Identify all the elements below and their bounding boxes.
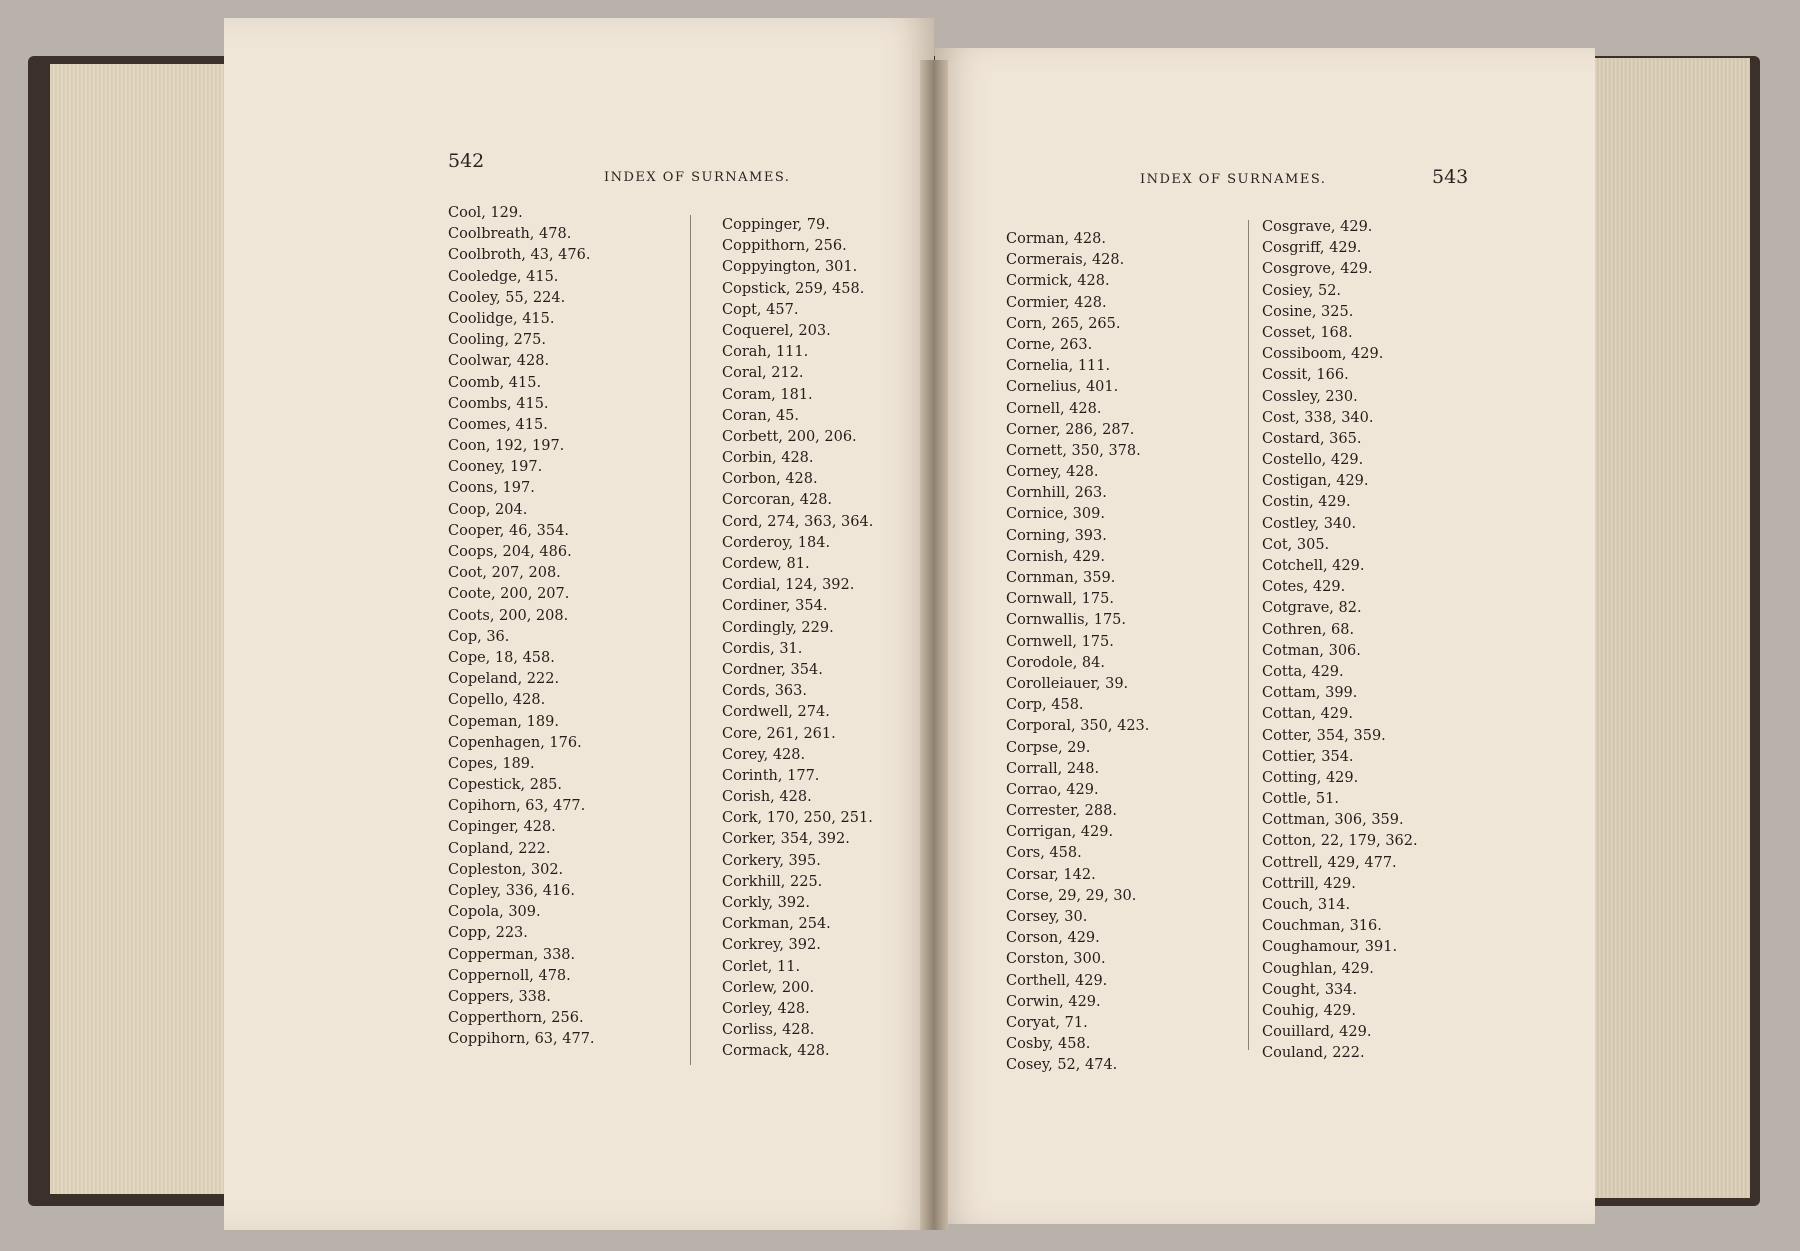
index-entry: Corlet, 11. [722, 958, 801, 975]
index-entry: Cottrell, 429, 477. [1262, 854, 1397, 871]
index-entry: Coots, 200, 208. [448, 607, 569, 624]
index-entry: Couch, 314. [1262, 897, 1351, 913]
index-entry: Correster, 288. [1006, 803, 1117, 820]
index-entry: Cosgrove, 429. [1262, 261, 1373, 278]
index-entry: Cottrill, 429. [1262, 875, 1356, 892]
index-entry: Corodole, 84. [1006, 654, 1105, 671]
index-entry: Cotchell, 429. [1262, 558, 1365, 574]
index-entry: Coral, 212. [722, 365, 804, 382]
left-page-column-2 [722, 215, 873, 1063]
index-entry: Copola, 309. [448, 904, 541, 921]
index-entry: Cooney, 197. [448, 459, 543, 476]
index-entry: Cors, 458. [1006, 845, 1082, 862]
index-entry: Cordwell, 274. [722, 704, 830, 721]
index-entry: Cost, 338, 340. [1262, 409, 1374, 426]
index-entry: Cotton, 22, 179, 362. [1262, 833, 1418, 850]
index-entry: Cope, 18, 458. [448, 649, 555, 666]
right-page-column-2 [1262, 217, 1418, 1065]
index-entry: Corkly, 392. [722, 895, 810, 911]
index-entry: Cossiboom, 429. [1262, 346, 1384, 363]
index-entry: Copihorn, 63, 477. [448, 798, 586, 815]
index-entry: Corse, 29, 29, 30. [1006, 887, 1137, 904]
index-entry: Corbon, 428. [722, 471, 818, 488]
right-column-rule [1248, 220, 1249, 1050]
index-entry: Corwin, 429. [1006, 993, 1101, 1010]
index-entry: Copland, 222. [448, 840, 551, 857]
index-entry: Cords, 363. [722, 683, 807, 700]
index-entry: Couillard, 429. [1262, 1024, 1372, 1041]
index-entry: Corsar, 142. [1006, 866, 1096, 883]
index-entry: Corcoran, 428. [722, 492, 833, 509]
right-page-number: 543 [1432, 166, 1469, 188]
index-entry: Coughlan, 429. [1262, 960, 1374, 977]
index-entry: Cormick, 428. [1006, 273, 1110, 290]
index-entry: Cosey, 52, 474. [1006, 1057, 1118, 1074]
index-entry: Corah, 111. [722, 344, 809, 361]
index-entry: Cooledge, 415. [448, 268, 559, 285]
index-entry: Corliss, 428. [722, 1022, 815, 1039]
index-entry: Corner, 286, 287. [1006, 421, 1135, 438]
index-entry: Costigan, 429. [1262, 473, 1369, 490]
index-entry: Cormack, 428. [722, 1043, 830, 1060]
index-entry: Corrall, 248. [1006, 760, 1100, 777]
index-entry: Corinth, 177. [722, 767, 820, 784]
index-entry: Copt, 457. [722, 301, 799, 318]
index-entry: Corrao, 429. [1006, 781, 1099, 798]
index-entry: Cornwell, 175. [1006, 633, 1114, 650]
index-entry: Coppinger, 79. [722, 217, 830, 233]
index-entry: Copeman, 189. [448, 713, 559, 730]
index-entry: Corkery, 395. [722, 852, 821, 869]
index-entry: Costard, 365. [1262, 430, 1362, 447]
index-entry: Cosine, 325. [1262, 303, 1354, 320]
index-entry: Cool, 129. [448, 205, 523, 221]
index-entry: Copello, 428. [448, 692, 546, 709]
page-edges-right [1580, 58, 1750, 1198]
index-entry: Cossit, 166. [1262, 367, 1349, 384]
index-entry: Cotman, 306. [1262, 642, 1361, 659]
index-entry: Cotter, 354, 359. [1262, 727, 1386, 744]
index-entry: Cot, 305. [1262, 536, 1330, 553]
index-entry: Corey, 428. [722, 746, 806, 763]
index-entry: Coon, 192, 197. [448, 438, 565, 455]
index-entry: Corson, 429. [1006, 930, 1100, 947]
index-entry: Cordew, 81. [722, 556, 810, 572]
index-entry: Coolidge, 415. [448, 310, 555, 327]
index-entry: Copenhagen, 176. [448, 734, 582, 751]
index-entry: Coote, 200, 207. [448, 586, 570, 603]
index-entry: Costley, 340. [1262, 515, 1357, 532]
index-entry: Coops, 204, 486. [448, 544, 572, 560]
index-entry: Cork, 170, 250, 251. [722, 810, 873, 827]
index-entry: Costello, 429. [1262, 452, 1364, 469]
index-entry: Copperman, 338. [448, 946, 576, 963]
index-entry: Copeland, 222. [448, 671, 560, 688]
index-entry: Cordingly, 229. [722, 619, 834, 636]
index-entry: Coughamour, 391. [1262, 939, 1398, 956]
index-entry: Copp, 223. [448, 925, 528, 942]
index-entry: Cornelia, 111. [1006, 358, 1111, 375]
index-entry: Corsey, 30. [1006, 909, 1088, 925]
index-entry: Cornish, 429. [1006, 548, 1106, 565]
index-entry: Couland, 222. [1262, 1045, 1365, 1062]
index-entry: Coppithorn, 256. [722, 238, 847, 255]
index-entry: Copperthorn, 256. [448, 1010, 584, 1027]
index-entry: Corish, 428. [722, 789, 812, 806]
index-entry: Corporal, 350, 423. [1006, 718, 1150, 735]
index-entry: Corrigan, 429. [1006, 824, 1114, 841]
index-entry: Cosgrave, 429. [1262, 219, 1373, 235]
index-entry: Cooley, 55, 224. [448, 289, 566, 306]
index-entry: Coomb, 415. [448, 374, 542, 391]
index-entry: Corpse, 29. [1006, 739, 1091, 756]
index-entry: Cornice, 309. [1006, 506, 1105, 523]
index-entry: Coomes, 415. [448, 416, 548, 433]
index-entry: Corman, 428. [1006, 231, 1106, 247]
index-entry: Corkhill, 225. [722, 873, 823, 890]
index-entry: Cornhill, 263. [1006, 485, 1107, 502]
book-gutter [920, 60, 948, 1230]
index-entry: Copes, 189. [448, 755, 535, 772]
index-entry: Cothren, 68. [1262, 621, 1355, 638]
index-entry: Cosset, 168. [1262, 324, 1353, 341]
index-entry: Cottle, 51. [1262, 791, 1339, 808]
index-entry: Cottam, 399. [1262, 685, 1358, 702]
index-entry: Cotgrave, 82. [1262, 600, 1362, 617]
index-entry: Copstick, 259, 458. [722, 280, 865, 297]
left-column-rule [690, 215, 691, 1065]
index-entry: Coolwar, 428. [448, 353, 550, 370]
index-entry: Cooling, 275. [448, 332, 546, 349]
index-entry: Coolbreath, 478. [448, 226, 572, 243]
index-entry: Coolbroth, 43, 476. [448, 247, 591, 264]
index-entry: Copestick, 285. [448, 777, 563, 794]
index-entry: Cornman, 359. [1006, 570, 1116, 586]
index-entry: Cormier, 428. [1006, 294, 1107, 311]
index-entry: Cotes, 429. [1262, 579, 1346, 596]
left-page-header: INDEX OF SURNAMES. [604, 170, 791, 185]
index-entry: Costin, 429. [1262, 494, 1351, 511]
index-entry: Corkman, 254. [722, 916, 831, 933]
index-entry: Cordis, 31. [722, 640, 803, 657]
index-entry: Coombs, 415. [448, 395, 549, 412]
index-entry: Cormerais, 428. [1006, 252, 1125, 269]
index-entry: Coop, 204. [448, 501, 528, 518]
index-entry: Cought, 334. [1262, 981, 1358, 998]
index-entry: Coquerel, 203. [722, 322, 831, 339]
index-entry: Cord, 274, 363, 364. [722, 513, 874, 530]
index-entry: Coryat, 71. [1006, 1014, 1088, 1031]
index-entry: Cornett, 350, 378. [1006, 442, 1141, 459]
index-entry: Cosby, 458. [1006, 1036, 1091, 1053]
index-entry: Corn, 265, 265. [1006, 315, 1121, 332]
index-entry: Cottan, 429. [1262, 706, 1353, 723]
index-entry: Corp, 458. [1006, 697, 1084, 714]
index-entry: Corbin, 428. [722, 450, 814, 467]
index-entry: Corston, 300. [1006, 951, 1106, 968]
index-entry: Cossley, 230. [1262, 388, 1358, 405]
index-entry: Coram, 181. [722, 386, 813, 403]
index-entry: Corthell, 429. [1006, 972, 1108, 989]
index-entry: Coran, 45. [722, 407, 800, 424]
index-entry: Corkrey, 392. [722, 937, 821, 954]
right-page-header: INDEX OF SURNAMES. [1140, 172, 1327, 187]
index-entry: Cottier, 354. [1262, 748, 1354, 765]
left-page-number: 542 [448, 150, 485, 172]
index-entry: Coons, 197. [448, 480, 535, 497]
index-entry: Cornwall, 175. [1006, 591, 1114, 608]
index-entry: Corbett, 200, 206. [722, 428, 857, 445]
index-entry: Cosiey, 52. [1262, 282, 1342, 299]
right-page-column-1 [1006, 229, 1149, 1077]
index-entry: Cordner, 354. [722, 661, 823, 678]
index-entry: Copley, 336, 416. [448, 883, 575, 899]
index-entry: Core, 261, 261. [722, 725, 836, 742]
index-entry: Couchman, 316. [1262, 918, 1382, 935]
index-entry: Copinger, 428. [448, 819, 556, 836]
index-entry: Coot, 207, 208. [448, 565, 561, 582]
index-entry: Corne, 263. [1006, 336, 1093, 353]
index-entry: Corlew, 200. [722, 979, 815, 996]
index-entry: Coppihorn, 63, 477. [448, 1031, 595, 1048]
index-entry: Copleston, 302. [448, 861, 564, 878]
left-page-column-1 [448, 203, 595, 1051]
index-entry: Cornelius, 401. [1006, 379, 1119, 396]
index-entry: Coppers, 338. [448, 988, 551, 1005]
index-entry: Cop, 36. [448, 628, 510, 645]
index-entry: Cornwallis, 175. [1006, 612, 1127, 629]
index-entry: Corney, 428. [1006, 464, 1099, 481]
index-entry: Coppyington, 301. [722, 259, 858, 276]
index-entry: Corning, 393. [1006, 527, 1107, 544]
index-entry: Cooper, 46, 354. [448, 522, 569, 539]
index-entry: Corley, 428. [722, 1000, 810, 1017]
index-entry: Cordial, 124, 392. [722, 577, 855, 594]
index-entry: Cotta, 429. [1262, 663, 1344, 680]
index-entry: Cornell, 428. [1006, 400, 1102, 417]
index-entry: Cosgriff, 429. [1262, 240, 1362, 257]
index-entry: Corolleiauer, 39. [1006, 675, 1129, 692]
index-entry: Corderoy, 184. [722, 534, 831, 551]
index-entry: Couhig, 429. [1262, 1002, 1356, 1019]
index-entry: Cotting, 429. [1262, 769, 1359, 786]
index-entry: Corker, 354, 392. [722, 831, 850, 848]
index-entry: Cordiner, 354. [722, 598, 828, 615]
index-entry: Coppernoll, 478. [448, 967, 571, 984]
index-entry: Cottman, 306, 359. [1262, 812, 1404, 829]
page-edges-left [50, 64, 230, 1194]
